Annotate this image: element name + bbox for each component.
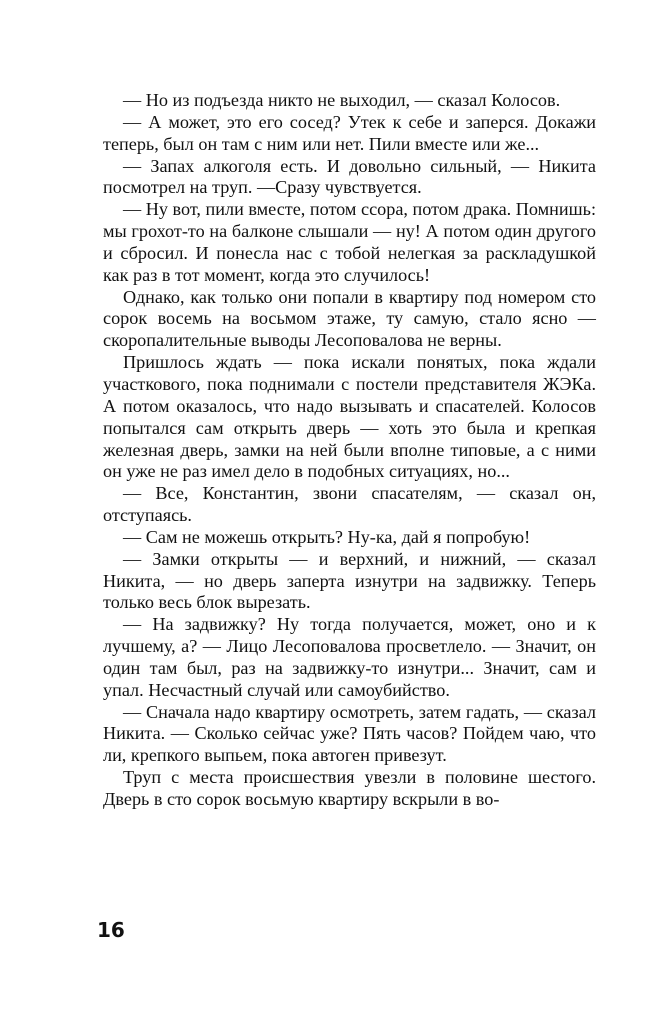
paragraph-12: Труп с места происшествия увезли в половине шестого. Дверь в сто сорок восьмую квартиру вскрыли в во-: [103, 767, 596, 809]
paragraph-4: — Ну вот, пили вместе, потом ссора, потом драка. Помнишь: мы грохот-то на балконе слышали — ну! А потом один другого и сбросил. И понесла нас с тобой нелегкая за раскладушкой как раз в тот момент, когда это случилось!: [103, 199, 596, 285]
body-text: [103, 90, 596, 811]
paragraph-2: — А может, это его сосед? Утек к себе и заперся. Докажи теперь, был он там с ним или нет. Пили вместе или же...: [103, 111, 596, 154]
paragraph-5: Однако, как только они попали в квартиру под номером сто сорок восемь на восьмом этаже, ту самую, стало ясно — скоропалительные выводы Лесоповалова не верны.: [103, 286, 596, 351]
paragraph-6: Пришлось ждать — пока искали понятых, пока ждали участкового, пока поднимали с постели представителя ЖЭКа. А потом оказалось, что надо вызывать и спасателей. Колосов попытался сам открыть дверь — хоть это была и крепкая железная дверь, замки на ней были вполне типовые, а с ними он уже не раз имел дело в подобных ситуациях, но...: [103, 352, 596, 482]
page-number: 16: [97, 918, 125, 942]
paragraph-9: — Замки открыты — и верхний, и нижний, — сказал Никита, — но дверь заперта изнутри на задвижку. Теперь только весь блок вырезать.: [103, 548, 596, 613]
paragraph-7: — Все, Константин, звони спасателям, — сказал он, отступаясь.: [103, 483, 596, 526]
paragraph-1: — Но из подъезда никто не выходил, — сказал Колосов.: [123, 90, 561, 110]
paragraph-8: — Сам не можешь открыть? Ну-ка, дай я попробую!: [123, 526, 531, 547]
paragraph-11: — Сначала надо квартиру осмотреть, затем гадать, — сказал Никита. — Сколько сейчас уже? Пять часов? Пойдем чаю, что ли, крепкого выпьем, пока автоген привезут.: [103, 701, 596, 766]
paragraph-3: — Запах алкоголя есть. И довольно сильный, — Никита посмотрел на труп. —Сразу чувствуется.: [103, 155, 596, 198]
paragraph-10: — На задвижку? Ну тогда получается, может, оно и к лучшему, а? — Лицо Лесоповалова просветлело. — Значит, он один там был, раз на задвижку-то изнутри... Значит, сам и упал. Несчастный случай или самоубийство.: [103, 614, 596, 700]
